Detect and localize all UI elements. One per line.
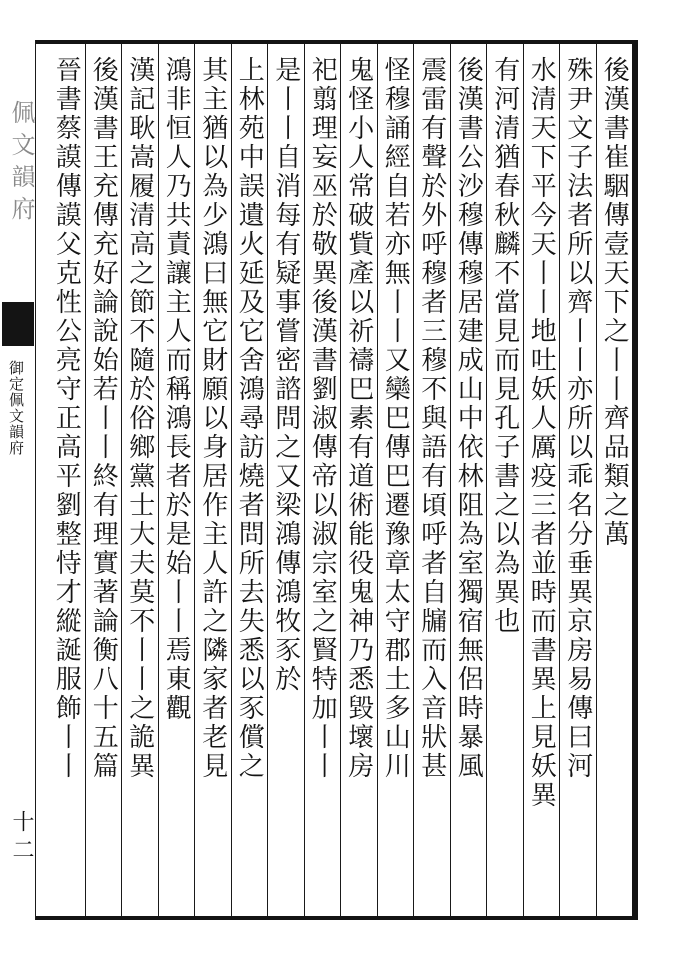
column-text: 後漢書公沙穆傳穆居建成山中依林阻為室獨宿無侶時暴風 bbox=[453, 56, 484, 781]
column-text: 水清天下平今天丨丨地吐妖人厲疫三者並時而書異上見妖異 bbox=[526, 56, 557, 810]
text-columns bbox=[36, 44, 632, 916]
column-text: 殊尹文子法者所以齊丨丨亦所以乖名分垂異京房易傳曰河 bbox=[562, 56, 593, 781]
column-text: 鬼怪小人常破貲產以祈禱巴素有道術能役鬼神乃悉毀壞房 bbox=[343, 56, 374, 781]
text-column bbox=[85, 44, 122, 916]
book-title: 佩文韻府 bbox=[7, 100, 35, 228]
text-column bbox=[450, 44, 487, 916]
text-column bbox=[194, 44, 231, 916]
column-text: 上林苑中誤遺火延及它舍鴻尋訪燒者問所去失悉以豕償之 bbox=[234, 56, 265, 781]
column-text: 後漢書王充傳充好論說始若丨丨終有理實著論衡八十五篇 bbox=[88, 56, 119, 781]
text-column bbox=[231, 44, 268, 916]
column-text: 後漢書崔駰傳壹天下之丨丨齊品類之萬 bbox=[599, 56, 630, 549]
page-margin-strip bbox=[0, 40, 36, 920]
text-column bbox=[596, 44, 633, 916]
column-text: 有河清猶春秋麟不當見而見孔子書之以為異也 bbox=[489, 56, 520, 636]
column-text: 祀翦理妄巫於敬異後漢書劉淑傳帝以淑宗室之賢特加丨丨 bbox=[307, 56, 338, 781]
text-column bbox=[121, 44, 158, 916]
text-column bbox=[304, 44, 341, 916]
column-text: 其主猶以為少鴻曰無它財願以身居作主人許之隣家者老見 bbox=[197, 56, 228, 781]
publisher-label: 御定佩文韻府 bbox=[7, 360, 25, 456]
text-column bbox=[48, 44, 85, 916]
column-text: 怪穆誦經自若亦無丨丨又欒巴傳巴遷豫章太守郡土多山川 bbox=[380, 56, 411, 781]
column-text: 震雷有聲於外呼穆者三穆不與語有頃呼者自牖而入音狀甚 bbox=[416, 56, 447, 781]
page-number: 十二 bbox=[9, 810, 34, 866]
column-text: 是丨丨自消每有疑事嘗密諮問之又梁鴻傳鴻牧豕於 bbox=[270, 56, 301, 694]
text-column bbox=[158, 44, 195, 916]
text-column bbox=[486, 44, 523, 916]
text-column bbox=[559, 44, 596, 916]
column-text: 鴻非恒人乃共責讓主人而稱鴻長者於是始丨丨焉東觀 bbox=[161, 56, 192, 723]
text-column bbox=[340, 44, 377, 916]
text-column bbox=[267, 44, 304, 916]
column-text: 漢記耿嵩履清高之節不隨於俗鄉黨士大夫莫不丨丨之詭異 bbox=[124, 56, 155, 781]
text-column bbox=[413, 44, 450, 916]
column-text: 晉書蔡謨傳謨父克性公亮守正高平劉整恃才縱誕服飾丨丨 bbox=[51, 56, 82, 781]
text-column bbox=[377, 44, 414, 916]
fishtail-mark bbox=[2, 302, 34, 346]
text-column bbox=[523, 44, 560, 916]
